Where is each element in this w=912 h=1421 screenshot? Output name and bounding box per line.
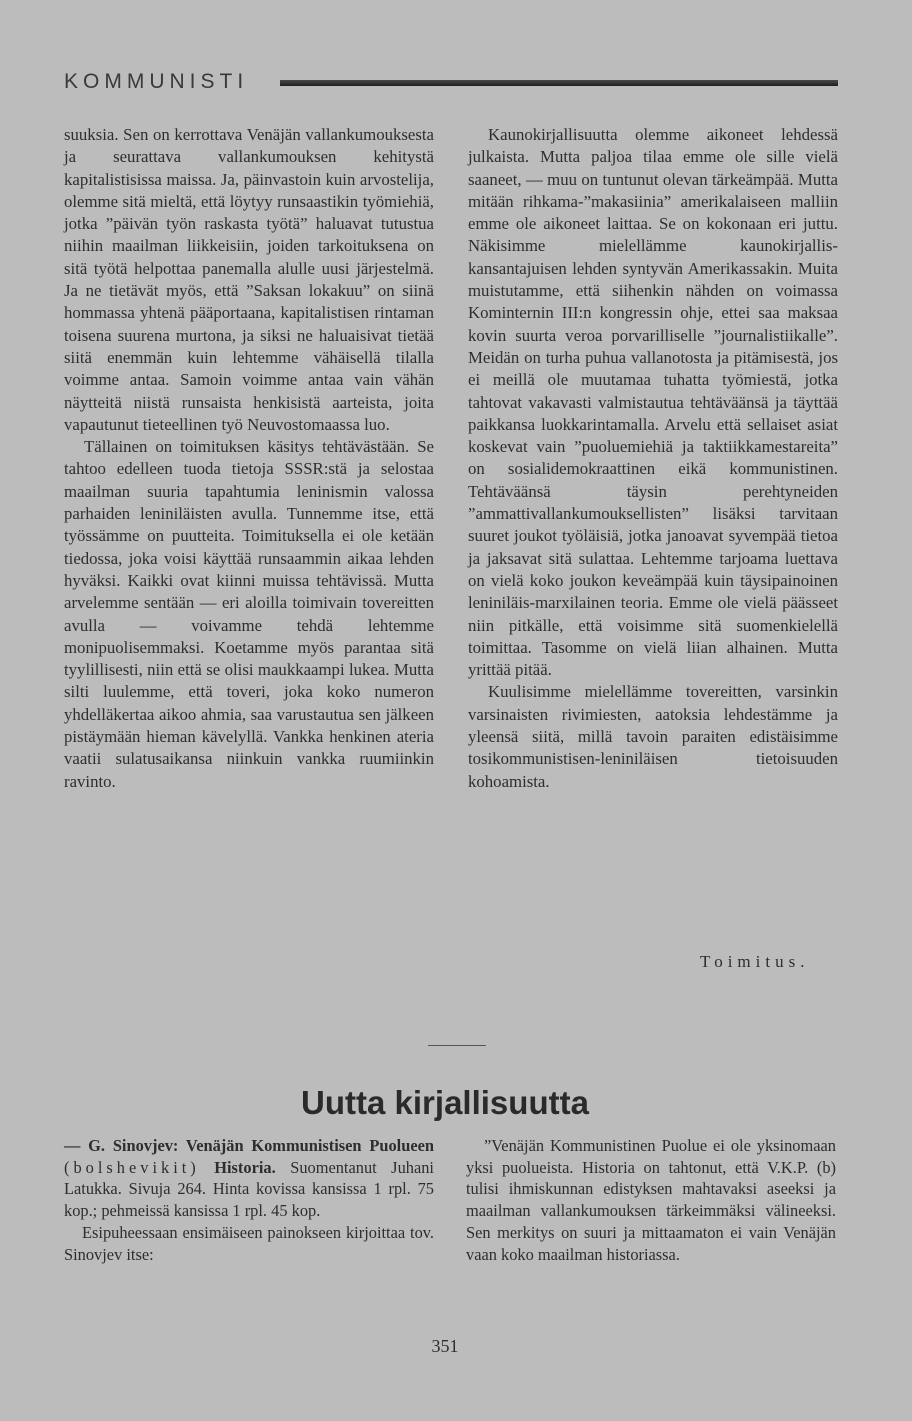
editorial-signature: Toimitus. [700,952,810,971]
review-left-paragraph-2: Esipuheessaan ensimäiseen painokseen kirjoittaa tov. Sinovjev itse: [64,1222,434,1264]
review-quote: ”Venäjän Kommunistinen Puolue ei ole yksinomaan yksi puolueista. Historia on tahtonut, että V.K.P. (b) tulisi ihmiskunnan edistyksen mahtavaksi aseeksi ja maailman vallankumouksen tärkeimmäksi välineeksi. Sen merkitys on suuri ja mittaamaton ei vain Venäjän vaan koko maailman historiassa. [466,1136,836,1264]
masthead-rule [280,80,838,86]
book-details: Suomentanut Juhani Latukka. Sivuja 264. Hinta kovissa kansissa 1 rpl. 75 kop.; pehmeissä kansissa 1 rpl. 45 kop. [64,1157,434,1221]
right-paragraph-1: Kaunokirjallisuutta olemme aikoneet lehdessä julkaista. Mutta paljoa tilaa emme ole sille vielä saaneet, — muu on tuntunut olevan tärkeämpää. Mutta mitään rihkama-”makasiinia” amerikalaiseen malliin emme ole aikoneet laittaa. Se on kokonaan eri juttu. Näkisimme mielellämme kaunokirjallis-kansantajuisen lehden syntyvän Amerikassakin. Muita muistutamme, että siihenkin nähden on voimassa Kominternin III:n kongressin ohje, ettei saa maksaa kovin suurta veroa porvarilliselle ”journalistiikalle”. Meidän on turha puhua vallanotosta ja pitämisestä, jos ei meillä ole muutamaa tuhatta työmiestä, jotka tahtovat vakavasti valmistautua tehtäväänsä ja täyttää paikkansa luokkarintamalla. Arvelu että sellaiset asiat koskevat vain ”puoluemiehiä ja taktiikkamestareita” on sosialidemokraattinen eikä kommunistinen. Tehtäväänsä täysin perehtyneiden ”ammattivallankumouksellisten” lisäksi tarvitaan suuret joukot työläisiä, jotka janoavat syvempää tietoa ja jaksavat sitä sulattaa. Lehtemme tarjoama luettava on vielä koko joukon keveämpää kuin täysipainoinen leniniläis-marxilainen teoria. Emme ole vielä päässeet niin pitkälle, että voisimme sitä suomenkielellä toimittaa. Tasomme on vielä liian alhainen. Mutta yrittää pitää. [468,125,838,680]
masthead-title: KOMMUNISTI [64,70,249,93]
book-title-history: Historia. [214,1157,276,1177]
review-left-column [64,1135,434,1265]
left-paragraph-2: Tällainen on toimituksen käsitys tehtävästään. Se tahtoo edelleen tuoda tietoja SSSR:stä ja selostaa maailman suuria tapahtumia leninismin valossa parhaiden leniniläisten avulla. Tunnemme itse, että työssämme on puutteita. Toimituksella ei ole ketään tiedossa, joka voisi käyttää runsaammin aikaa lehden hyväksi. Kaikki ovat kiinni muissa tehtävissä. Mutta arvelemme sentään — eri aloilla toimivain tovereitten avulla — voivamme tehdä lehtemme monipuolisemmaksi. Koetamme myös parantaa sitä tyylillisesti, niin että se olisi maukkaampi lukea. Mutta silti luulemme, että toveri, joka koko numeron yhdelläkertaa aikoo ahmia, saa varustautua sen jälkeen pistäymään hieman kävelyllä. Vankka henkinen ateria vaatii sulatusaikansa niinkuin vankka ruumiinkin ravinto. [64,437,434,791]
book-author-title: — G. Sinovjev: Venäjän Kommunistisen Puolueen [64,1136,434,1155]
section-divider [428,1045,486,1046]
right-column [468,124,838,793]
page-header [64,68,840,100]
book-title-spaced: (bolshevikit) [64,1157,200,1177]
page-number: 351 [431,1336,459,1356]
section-title: Uutta kirjallisuutta [301,1084,589,1121]
book-citation [64,1135,434,1222]
right-paragraph-2: Kuulisimme mielellämme tovereitten, varsinkin varsinaisten rivimiesten, aatoksia lehdestämme ja yleensä siitä, millä tavoin paraiten edistäisimme tosikommunistisen-leniniläisen tietoisuuden kohoamista. [468,682,838,791]
left-column [64,124,434,793]
left-paragraph-1: suuksia. Sen on kerrottava Venäjän vallankumouksesta ja seurattava vallankumouksen kehitystä kapitalistisissa maissa. Ja, päinvastoin kuin arvostelija, olemme sitä mieltä, että löytyy runsaastikin työmiehiä, jotka ”päivän työn raskasta työtä” haluavat tutustua niihin maailman liikkeisiin, joiden tarkoituksena on sitä työtä helpottaa panemalla alulle uusi järjestelmä. Ja ne tietävät myös, että ”Saksan lokakuu” on siinä hommassa yhtenä pääportaana, kapitalistisen rintaman toisena suurena murtona, ja siksi ne haluaisivat tietää siitä enemmän kuin lehtemme vähäisellä tilalla voimme antaa. Samoin voimme antaa vain vähän näytteitä niistä runsaista henkisistä aarteista, joita vapautunut tieteellinen työ Neuvostomaassa luo. [64,125,434,434]
review-right-column [466,1135,836,1265]
